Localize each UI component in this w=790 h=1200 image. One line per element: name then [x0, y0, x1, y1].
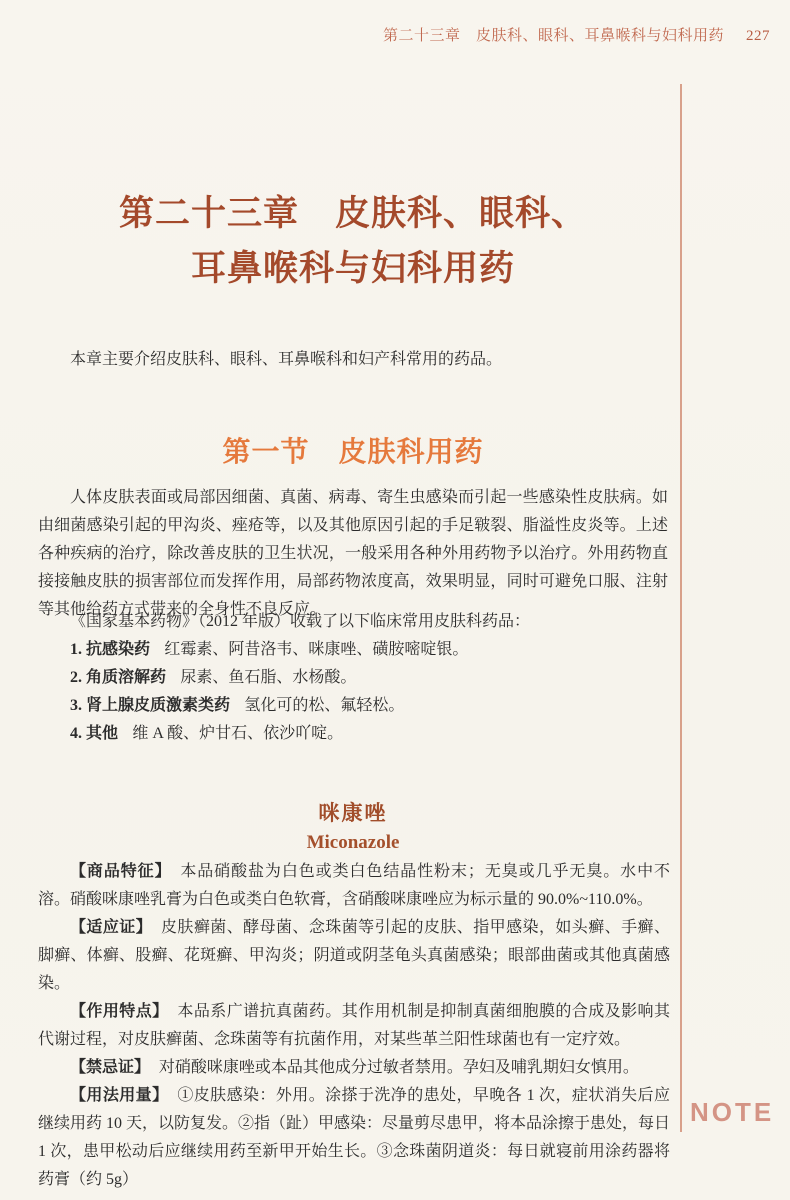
- entry-text: 本品硝酸盐为白色或类白色结晶性粉末；无臭或几乎无臭。水中不溶。硝酸咪康唑乳膏为白色或类白色软膏，含硝酸咪康唑应为标示量的 90.0%~110.0%。: [38, 863, 670, 908]
- margin-rule: [680, 84, 682, 1132]
- catalogue-item-label: 4. 其他: [70, 725, 119, 742]
- monograph-entry-dosage: [38, 1082, 670, 1194]
- running-header: [383, 24, 770, 45]
- catalogue-item-text: 红霉素、阿昔洛韦、咪康唑、磺胺嘧啶银。: [164, 641, 469, 658]
- catalogue-item-text: 尿素、鱼石脂、水杨酸。: [180, 669, 357, 686]
- drug-name-cn: 咪康唑: [318, 801, 388, 825]
- catalogue-item: [38, 664, 670, 692]
- entry-text: ①皮肤感染：外用。涂搽于洗净的患处，早晚各 1 次，症状消失后应继续用药 10 天，以防复发。②指（趾）甲感染：尽量剪尽患甲，将本品涂擦于患处，每日 1 次，患甲松动后应继续用药至新甲开始生长。③念珠菌阴道炎：每日就寝前用涂药器将药膏（约 5g）: [38, 1087, 671, 1188]
- note-stamp: NOTE: [690, 1097, 775, 1127]
- drug-name-en: Miconazole: [306, 832, 400, 854]
- entry-label: 【商品特征】: [70, 863, 172, 880]
- chapter-intro: 本章主要介绍皮肤科、眼科、耳鼻喉科和妇产科常用的药品。: [70, 351, 503, 368]
- chapter-title: [38, 186, 668, 296]
- drug-catalogue: [38, 608, 670, 748]
- monograph-entry-action: [38, 998, 670, 1054]
- catalogue-item-text: 维 A 酸、炉甘石、依沙吖啶。: [132, 725, 344, 742]
- entry-label: 【禁忌证】: [70, 1059, 151, 1076]
- entry-text: 本品系广谱抗真菌药。其作用机制是抑制真菌细胞膜的合成及影响其代谢过程，对皮肤癣菌、念珠菌等有抗菌作用，对某些革兰阳性球菌也有一定疗效。: [38, 1003, 670, 1048]
- catalogue-lead: 《国家基本药物》（2012 年版）收载了以下临床常用皮肤科药品：: [70, 613, 531, 630]
- catalogue-item: [38, 692, 670, 720]
- entry-label: 【作用特点】: [70, 1003, 169, 1020]
- catalogue-item-label: 2. 角质溶解药: [70, 669, 167, 686]
- entry-text: 对硝酸咪康唑或本品其他成分过敏者禁用。孕妇及哺乳期妇女慎用。: [158, 1059, 639, 1076]
- entry-label: 【适应证】: [70, 919, 153, 936]
- monograph-entry-indications: [38, 914, 670, 998]
- section-paragraph: 人体皮肤表面或局部因细菌、真菌、病毒、寄生虫感染而引起一些感染性皮肤病。如由细菌感染引起的甲沟炎、痤疮等，以及其他原因引起的手足皲裂、脂溢性皮炎等。上述各种疾病的治疗，除改善皮肤的卫生状况，一般采用各种外用药物予以治疗。外用药物直接接触皮肤的损害部位而发挥作用，局部药物浓度高，效果明显，同时可避免口服、注射等其他给药方式带来的全身性不良反应。: [38, 489, 668, 618]
- chapter-title-line1: 第二十三章 皮肤科、眼科、: [118, 194, 587, 234]
- drug-monograph: [38, 858, 670, 1194]
- section-title: 第一节 皮肤科用药: [222, 437, 484, 469]
- monograph-entry-contraindications: [38, 1054, 670, 1082]
- catalogue-item-label: 3. 肾上腺皮质激素类药: [70, 697, 231, 714]
- chapter-title-line2: 耳鼻喉科与妇科用药: [190, 249, 515, 289]
- catalogue-item-label: 1. 抗感染药: [70, 641, 151, 658]
- monograph-entry-product-features: [38, 858, 670, 914]
- catalogue-item: [38, 636, 670, 664]
- entry-label: 【用法用量】: [70, 1087, 169, 1104]
- running-header-title: 第二十三章 皮肤科、眼科、耳鼻喉科与妇科用药: [382, 28, 724, 44]
- catalogue-item-text: 氢化可的松、氟轻松。: [244, 697, 405, 714]
- entry-text: 皮肤癣菌、酵母菌、念珠菌等引起的皮肤、指甲感染，如头癣、手癣、脚癣、体癣、股癣、花斑癣、甲沟炎；阴道或阴茎龟头真菌感染；眼部曲菌或其他真菌感染。: [38, 919, 670, 992]
- page-number: 227: [746, 28, 770, 44]
- catalogue-item: [38, 720, 670, 748]
